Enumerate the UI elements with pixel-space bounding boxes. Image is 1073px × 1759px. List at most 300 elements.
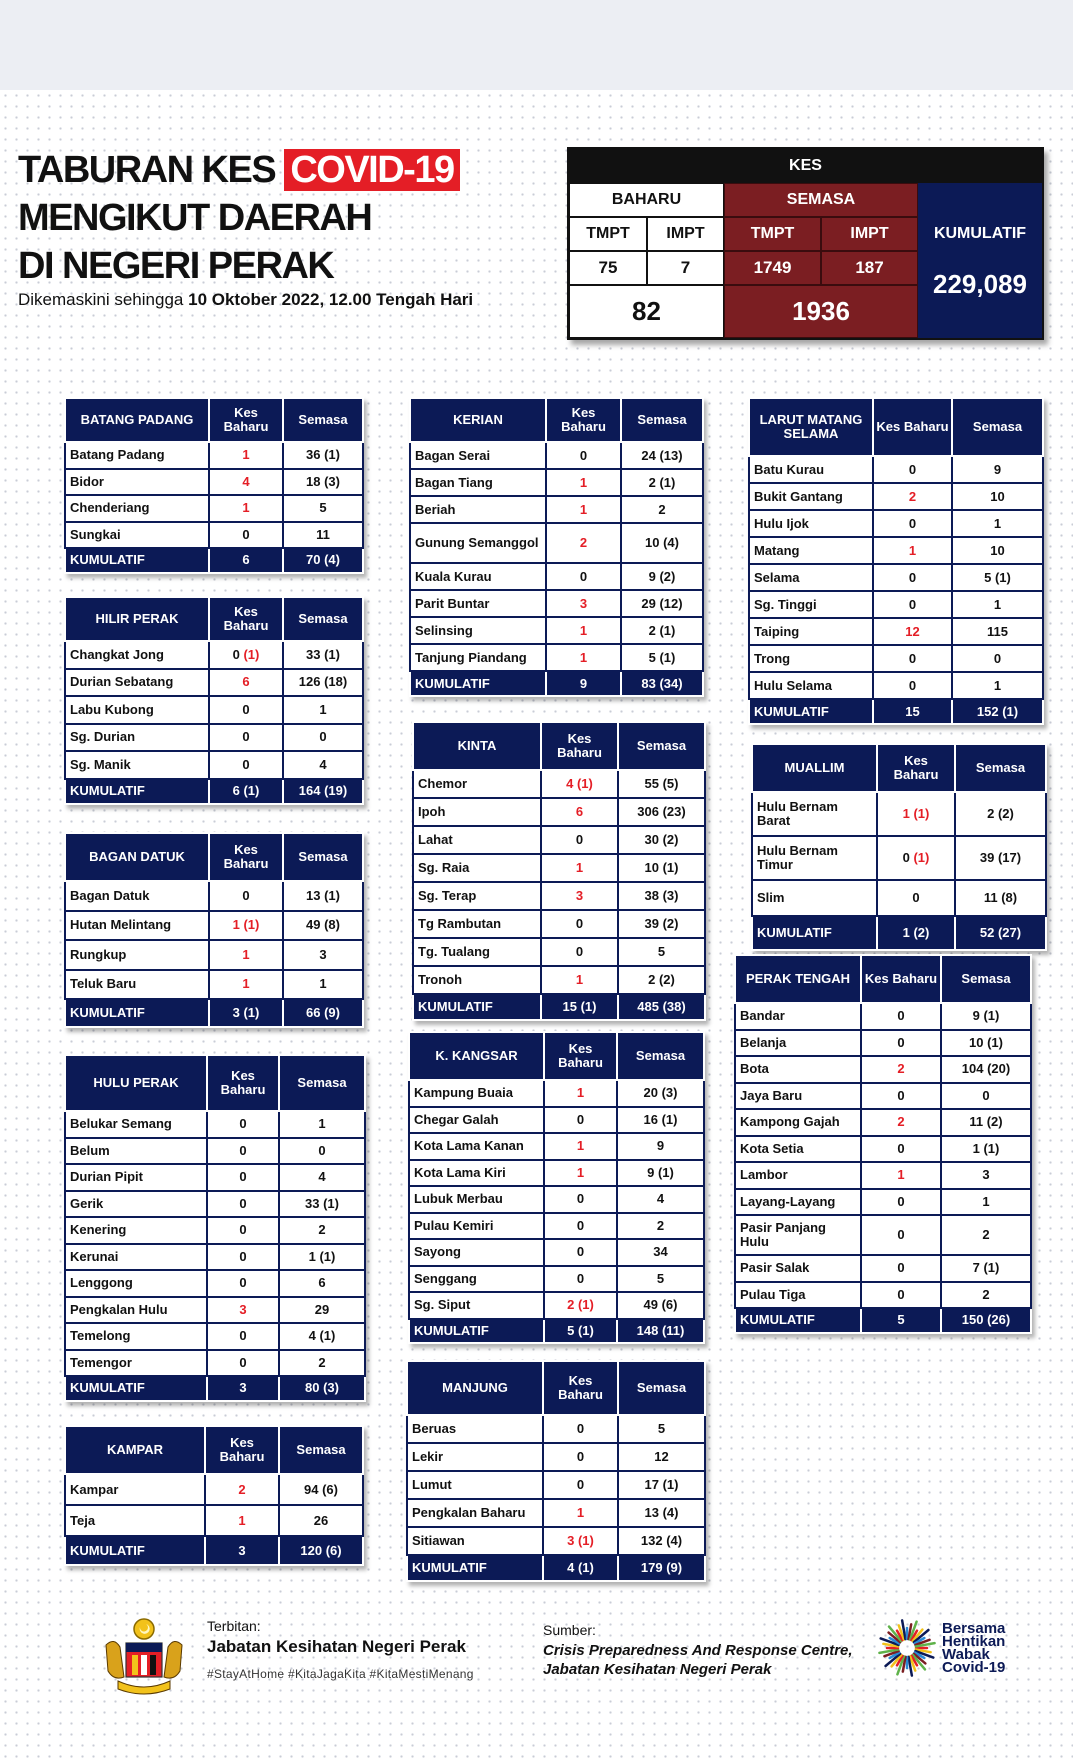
table-row: [65, 1191, 365, 1218]
campaign-line4: Covid-19: [942, 1659, 1006, 1676]
kes-baharu-value: 0: [861, 1255, 941, 1282]
kumulatif-row: [65, 999, 363, 1027]
kes-baharu-value: 0: [546, 442, 621, 469]
area-name: Kampong Gajah: [735, 1109, 861, 1136]
table-row: [409, 1292, 704, 1319]
table-row: [65, 970, 363, 1000]
kumulatif-label: KUMULATIF: [410, 671, 546, 696]
semasa-value: 11: [283, 522, 363, 549]
semasa-value: 94 (6): [279, 1474, 363, 1505]
area-name: Sayong: [409, 1239, 544, 1266]
area-name: Sg. Raia: [413, 854, 541, 882]
district-table-lms: [748, 397, 1044, 725]
area-name: Bagan Datuk: [65, 881, 209, 911]
title-part1: TABURAN KES: [18, 149, 276, 191]
table-row: [749, 618, 1043, 645]
kumulatif-semasa: 179 (9): [618, 1555, 705, 1581]
district-table-kerian: [409, 397, 704, 697]
kumulatif-label: KUMULATIF: [409, 1319, 544, 1344]
table-row: [735, 1136, 1031, 1163]
area-name: Taiping: [749, 618, 873, 645]
top-bar: [0, 0, 1073, 90]
table-row: [413, 854, 705, 882]
table-row: [410, 469, 703, 496]
kes-baharu-value: 6: [541, 798, 618, 826]
kes-baharu-value: 0: [861, 1136, 941, 1163]
semasa-value: 1 (1): [941, 1136, 1031, 1163]
area-name: Temengor: [65, 1350, 207, 1377]
summary-semasa: SEMASA: [724, 183, 918, 217]
table-row: [65, 1297, 365, 1324]
area-name: Matang: [749, 537, 873, 564]
semasa-value: 13 (1): [283, 881, 363, 911]
area-name: Gerik: [65, 1191, 207, 1218]
kes-baharu-value: 0: [873, 672, 952, 699]
district-table-k-kangsar: [408, 1031, 705, 1344]
area-name: Selinsing: [410, 617, 546, 644]
district-name: KINTA: [413, 722, 541, 770]
semasa-value: 26: [279, 1505, 363, 1536]
table-row: [65, 1111, 365, 1138]
semasa-value: 55 (5): [618, 770, 705, 798]
table-row: [749, 591, 1043, 618]
kes-baharu-value: 1: [544, 1160, 617, 1187]
semasa-value: 5: [617, 1266, 704, 1293]
kumulatif-baharu: 3 (1): [209, 999, 283, 1027]
kes-baharu-value: 1: [541, 854, 618, 882]
table-row: [65, 1244, 365, 1271]
summary-baharu-tmpt-label: TMPT: [569, 217, 647, 251]
kes-baharu-value: 0: [873, 591, 952, 618]
semasa-value: 0: [941, 1083, 1031, 1110]
updated-prefix: Dikemaskini sehingga: [18, 290, 184, 309]
kumulatif-row: [735, 1308, 1031, 1333]
kumulatif-semasa: 150 (26): [941, 1308, 1031, 1333]
area-name: Lambor: [735, 1162, 861, 1189]
kumulatif-label: KUMULATIF: [65, 548, 209, 573]
kes-baharu-value: 0: [207, 1164, 279, 1191]
area-name: Durian Sebatang: [65, 669, 209, 697]
area-name: Sg. Manik: [65, 751, 209, 779]
kes-baharu-value: 1: [209, 970, 283, 1000]
summary-kes: KES: [569, 149, 1042, 183]
semasa-value: 49 (6): [617, 1292, 704, 1319]
table-row: [65, 469, 363, 496]
kumulatif-baharu: 3: [205, 1536, 279, 1565]
area-name: Lekir: [407, 1443, 543, 1471]
table-row: [65, 495, 363, 522]
area-name: Pulau Kemiri: [409, 1213, 544, 1240]
campaign-line1: Bersama: [942, 1620, 1006, 1637]
kumulatif-row: [752, 916, 1046, 950]
kes-baharu-value: 3 (1): [543, 1527, 618, 1555]
kumulatif-label: KUMULATIF: [65, 1376, 207, 1401]
semasa-value: 33 (1): [279, 1191, 365, 1218]
semasa-value: 2 (1): [621, 617, 703, 644]
table-row: [65, 1138, 365, 1165]
kes-baharu-value: 1: [544, 1080, 617, 1107]
district-table-kinta: [412, 721, 706, 1021]
semasa-value: 1: [283, 696, 363, 724]
semasa-value: 5: [618, 938, 705, 966]
semasa-value: 0: [952, 645, 1043, 672]
semasa-value: 5 (1): [952, 564, 1043, 591]
kes-baharu-value: 1: [544, 1133, 617, 1160]
district-name: HILIR PERAK: [65, 597, 209, 641]
kes-baharu-value: 0 (1): [209, 641, 283, 669]
kes-baharu-value: 1: [209, 940, 283, 970]
table-row: [410, 523, 703, 563]
semasa-value: 39 (2): [618, 910, 705, 938]
kes-baharu-header: Kes Baharu: [541, 722, 618, 770]
area-name: Hutan Melintang: [65, 911, 209, 941]
kumulatif-semasa: 120 (6): [279, 1536, 363, 1565]
semasa-value: 5 (1): [621, 644, 703, 671]
summary-box: [567, 147, 1044, 340]
kes-baharu-value: 0: [541, 826, 618, 854]
summary-baharu-impt-label: IMPT: [647, 217, 724, 251]
table-row: [65, 1350, 365, 1377]
table-row: [407, 1415, 705, 1443]
kes-baharu-value: 0 (1): [877, 836, 955, 880]
table-row: [65, 442, 363, 469]
summary-kumulatif-total: 229,089: [918, 251, 1042, 338]
area-name: Pengkalan Hulu: [65, 1297, 207, 1324]
semasa-value: 0: [283, 724, 363, 752]
kumulatif-semasa: 80 (3): [279, 1376, 365, 1401]
table-row: [410, 617, 703, 644]
area-name: Tg Rambutan: [413, 910, 541, 938]
area-name: Slim: [752, 880, 877, 916]
district-table-manjung: [406, 1360, 706, 1582]
kumulatif-baharu: 1 (2): [877, 916, 955, 950]
kumulatif-row: [410, 671, 703, 696]
area-name: Teja: [65, 1505, 205, 1536]
semasa-header: Semasa: [941, 955, 1031, 1003]
title-highlight: COVID-19: [284, 149, 459, 191]
semasa-value: 5: [283, 495, 363, 522]
kumulatif-baharu: 3: [207, 1376, 279, 1401]
area-name: Bagan Serai: [410, 442, 546, 469]
kumulatif-label: KUMULATIF: [65, 1536, 205, 1565]
kes-baharu-value: 0: [861, 1083, 941, 1110]
semasa-header: Semasa: [279, 1426, 363, 1474]
semasa-value: 49 (8): [283, 911, 363, 941]
semasa-value: 34: [617, 1239, 704, 1266]
area-name: Kenering: [65, 1217, 207, 1244]
area-name: Batu Kurau: [749, 456, 873, 483]
semasa-value: 11 (2): [941, 1109, 1031, 1136]
semasa-header: Semasa: [618, 1361, 705, 1415]
semasa-value: 10: [952, 537, 1043, 564]
area-name: Hulu Bernam Barat: [752, 792, 877, 836]
kes-baharu-value: 4: [209, 469, 283, 496]
table-row: [749, 564, 1043, 591]
area-name: Kampar: [65, 1474, 205, 1505]
kes-baharu-value: 0: [541, 938, 618, 966]
kes-baharu-value: 3: [541, 882, 618, 910]
table-row: [409, 1160, 704, 1187]
table-row: [65, 751, 363, 779]
campaign-line2: Hentikan: [942, 1633, 1006, 1650]
table-row: [65, 696, 363, 724]
semasa-value: 2: [279, 1350, 365, 1377]
area-name: Kota Setia: [735, 1136, 861, 1163]
district-name: MANJUNG: [407, 1361, 543, 1415]
kumulatif-row: [65, 1376, 365, 1401]
semasa-value: 2 (2): [955, 792, 1046, 836]
table-row: [65, 1474, 363, 1505]
area-name: Tanjung Piandang: [410, 644, 546, 671]
district-table-batang-padang: [64, 397, 364, 574]
summary-baharu: BAHARU: [569, 183, 724, 217]
kes-baharu-value: 1 (1): [877, 792, 955, 836]
kes-baharu-value: 0: [207, 1323, 279, 1350]
kes-baharu-value: 2: [861, 1056, 941, 1083]
semasa-header: Semasa: [279, 1055, 365, 1111]
kes-baharu-value: 0: [861, 1189, 941, 1216]
kes-baharu-value: 0: [543, 1415, 618, 1443]
table-row: [749, 483, 1043, 510]
semasa-value: 20 (3): [617, 1080, 704, 1107]
table-row: [409, 1133, 704, 1160]
campaign-text: [942, 1622, 1005, 1674]
kes-baharu-value: 0: [209, 881, 283, 911]
kes-baharu-value: 0: [546, 563, 621, 590]
kumulatif-baharu: 6 (1): [209, 779, 283, 805]
area-name: Bandar: [735, 1003, 861, 1030]
area-name: Kuala Kurau: [410, 563, 546, 590]
kes-baharu-value: 1: [873, 537, 952, 564]
table-row: [409, 1080, 704, 1107]
kes-baharu-value: 0: [207, 1138, 279, 1165]
kumulatif-label: KUMULATIF: [65, 779, 209, 805]
kumulatif-semasa: 152 (1): [952, 699, 1043, 724]
district-table-muallim: [751, 743, 1047, 951]
area-name: Sg. Siput: [409, 1292, 544, 1319]
semasa-value: 9 (1): [941, 1003, 1031, 1030]
semasa-header: Semasa: [618, 722, 705, 770]
area-name: Sg. Terap: [413, 882, 541, 910]
semasa-value: 9 (2): [621, 563, 703, 590]
updated-value: 10 Oktober 2022, 12.00 Tengah Hari: [188, 290, 474, 309]
kes-baharu-value: 0: [541, 910, 618, 938]
kes-baharu-value: 0: [873, 564, 952, 591]
kumulatif-semasa: 52 (27): [955, 916, 1046, 950]
kumulatif-label: KUMULATIF: [407, 1555, 543, 1581]
area-name: Sg. Durian: [65, 724, 209, 752]
semasa-value: 29 (12): [621, 590, 703, 617]
table-row: [735, 1030, 1031, 1057]
title-line3: DI NEGERI PERAK: [18, 245, 334, 287]
summary-baharu-impt: 7: [647, 251, 724, 285]
hashtags: #StayAtHome #KitaJagaKita #KitaMestiMenang: [207, 1667, 474, 1681]
semasa-value: 36 (1): [283, 442, 363, 469]
table-row: [749, 645, 1043, 672]
kumulatif-semasa: 70 (4): [283, 548, 363, 573]
area-name: Senggang: [409, 1266, 544, 1293]
kes-baharu-header: Kes Baharu: [861, 955, 941, 1003]
kes-baharu-value: 2: [205, 1474, 279, 1505]
semasa-value: 1: [952, 672, 1043, 699]
district-name: K. KANGSAR: [409, 1032, 544, 1080]
table-row: [735, 1162, 1031, 1189]
semasa-value: 38 (3): [618, 882, 705, 910]
semasa-header: Semasa: [952, 398, 1043, 456]
kes-baharu-value: 0: [861, 1215, 941, 1255]
table-row: [65, 1164, 365, 1191]
semasa-value: 1: [952, 591, 1043, 618]
kes-baharu-value: 0: [209, 522, 283, 549]
semasa-value: 10 (4): [621, 523, 703, 563]
table-row: [413, 966, 705, 994]
kumulatif-baharu: 5 (1): [544, 1319, 617, 1344]
kes-baharu-value: 6: [209, 669, 283, 697]
semasa-value: 24 (13): [621, 442, 703, 469]
kes-baharu-value: 0: [861, 1003, 941, 1030]
area-name: Rungkup: [65, 940, 209, 970]
kumulatif-baharu: 15: [873, 699, 952, 724]
kes-baharu-value: 0: [207, 1350, 279, 1377]
area-name: Temelong: [65, 1323, 207, 1350]
semasa-value: 3: [283, 940, 363, 970]
table-row: [413, 938, 705, 966]
area-name: Ipoh: [413, 798, 541, 826]
kumulatif-label: KUMULATIF: [749, 699, 873, 724]
table-row: [410, 496, 703, 523]
semasa-value: 2 (1): [621, 469, 703, 496]
area-name: Bukit Gantang: [749, 483, 873, 510]
kes-baharu-value: 1 (1): [209, 911, 283, 941]
area-name: Trong: [749, 645, 873, 672]
semasa-value: 0: [279, 1138, 365, 1165]
semasa-value: 2: [279, 1217, 365, 1244]
semasa-value: 30 (2): [618, 826, 705, 854]
semasa-value: 2: [621, 496, 703, 523]
kes-baharu-value: 0: [861, 1282, 941, 1309]
semasa-value: 10 (1): [618, 854, 705, 882]
table-row: [413, 770, 705, 798]
kumulatif-semasa: 148 (11): [617, 1319, 704, 1344]
table-row: [409, 1239, 704, 1266]
area-name: Bagan Tiang: [410, 469, 546, 496]
semasa-value: 115: [952, 618, 1043, 645]
area-name: Pulau Tiga: [735, 1282, 861, 1309]
kumulatif-label: KUMULATIF: [65, 999, 209, 1027]
district-table-perak-tengah: [734, 954, 1032, 1334]
semasa-value: 10: [952, 483, 1043, 510]
kes-baharu-value: 0: [873, 645, 952, 672]
area-name: Kampung Buaia: [409, 1080, 544, 1107]
area-name: Hulu Selama: [749, 672, 873, 699]
kes-baharu-value: 0: [877, 880, 955, 916]
table-row: [65, 940, 363, 970]
kes-baharu-header: Kes Baharu: [544, 1032, 617, 1080]
kes-baharu-header: Kes Baharu: [209, 597, 283, 641]
kes-baharu-header: Kes Baharu: [209, 398, 283, 442]
table-row: [65, 1323, 365, 1350]
kes-baharu-value: 0: [209, 696, 283, 724]
semasa-value: 1: [283, 970, 363, 1000]
area-name: Kota Lama Kanan: [409, 1133, 544, 1160]
publisher-label: Terbitan:: [207, 1618, 261, 1634]
semasa-value: 3: [941, 1162, 1031, 1189]
area-name: Lahat: [413, 826, 541, 854]
kes-baharu-header: Kes Baharu: [546, 398, 621, 442]
table-row: [735, 1003, 1031, 1030]
table-row: [413, 798, 705, 826]
semasa-value: 104 (20): [941, 1056, 1031, 1083]
semasa-value: 17 (1): [618, 1471, 705, 1499]
kes-baharu-value: 2: [873, 483, 952, 510]
area-name: Belum: [65, 1138, 207, 1165]
area-name: Beruas: [407, 1415, 543, 1443]
kes-baharu-value: 0: [861, 1030, 941, 1057]
semasa-value: 1: [952, 510, 1043, 537]
table-row: [410, 442, 703, 469]
district-name: BATANG PADANG: [65, 398, 209, 442]
semasa-value: 1 (1): [279, 1244, 365, 1271]
table-row: [735, 1109, 1031, 1136]
kumulatif-baharu: 6: [209, 548, 283, 573]
semasa-header: Semasa: [283, 833, 363, 881]
table-row: [735, 1189, 1031, 1216]
table-row: [752, 836, 1046, 880]
semasa-value: 4 (1): [279, 1323, 365, 1350]
semasa-value: 2: [941, 1215, 1031, 1255]
kumulatif-baharu: 9: [546, 671, 621, 696]
summary-semasa-tmpt-label: TMPT: [724, 217, 821, 251]
semasa-value: 16 (1): [617, 1107, 704, 1134]
area-name: Tronoh: [413, 966, 541, 994]
table-row: [410, 644, 703, 671]
kes-baharu-value: 0: [207, 1191, 279, 1218]
kumulatif-semasa: 66 (9): [283, 999, 363, 1027]
area-name: Sitiawan: [407, 1527, 543, 1555]
campaign-line3: Wabak: [942, 1646, 990, 1663]
table-row: [749, 537, 1043, 564]
kumulatif-row: [65, 548, 363, 573]
area-name: Belanja: [735, 1030, 861, 1057]
area-name: Pengkalan Baharu: [407, 1499, 543, 1527]
semasa-value: 2: [617, 1213, 704, 1240]
area-name: Bidor: [65, 469, 209, 496]
kumulatif-row: [65, 1536, 363, 1565]
table-row: [65, 669, 363, 697]
semasa-value: 12: [618, 1443, 705, 1471]
semasa-value: 9 (1): [617, 1160, 704, 1187]
kes-baharu-value: 1: [543, 1499, 618, 1527]
table-row: [65, 911, 363, 941]
kumulatif-semasa: 485 (38): [618, 994, 705, 1020]
kumulatif-label: KUMULATIF: [413, 994, 541, 1020]
kumulatif-baharu: 15 (1): [541, 994, 618, 1020]
area-name: Jaya Baru: [735, 1083, 861, 1110]
area-name: Gunung Semanggol: [410, 523, 546, 563]
area-name: Hulu Bernam Timur: [752, 836, 877, 880]
kes-baharu-value: 0: [544, 1186, 617, 1213]
table-row: [735, 1282, 1031, 1309]
kes-baharu-value: 0: [544, 1107, 617, 1134]
table-row: [749, 456, 1043, 483]
kes-baharu-value: 1: [546, 644, 621, 671]
area-name: Chenderiang: [65, 495, 209, 522]
table-row: [65, 1270, 365, 1297]
table-row: [735, 1215, 1031, 1255]
kes-baharu-value: 0: [543, 1471, 618, 1499]
area-name: Kota Lama Kiri: [409, 1160, 544, 1187]
table-row: [409, 1107, 704, 1134]
